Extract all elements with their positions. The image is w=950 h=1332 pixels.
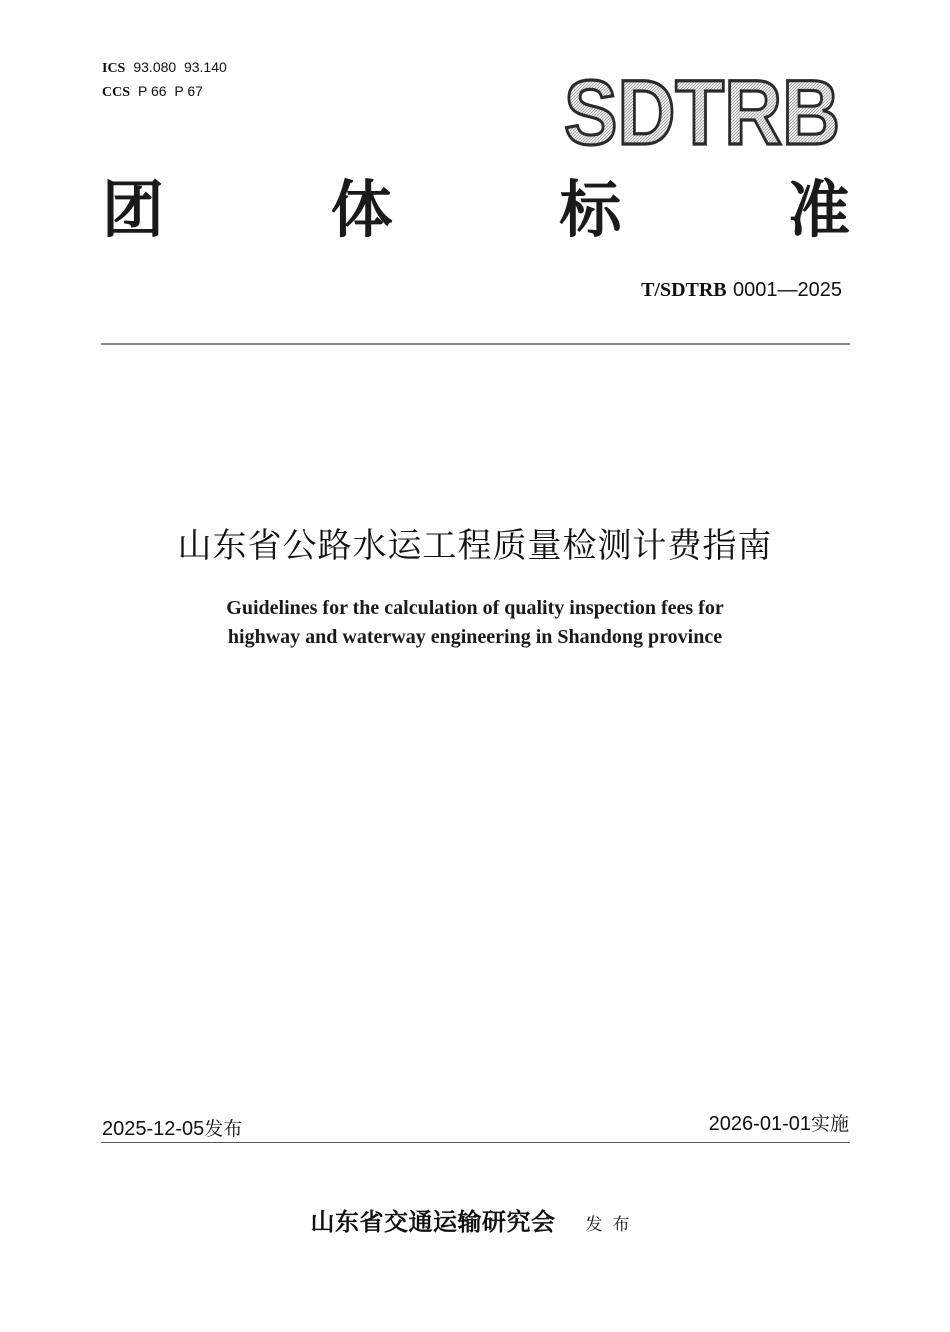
publisher-action: 发布 bbox=[585, 1215, 640, 1235]
title-english-line-1: Guidelines for the calculation of quality inspection fees for bbox=[226, 597, 724, 619]
standard-type-char-3: 标 bbox=[559, 173, 622, 246]
ccs-code bbox=[102, 80, 227, 104]
ccs-value: P 66 P 67 bbox=[138, 83, 203, 99]
sdtrb-logo bbox=[552, 62, 852, 162]
title-english-line-2: highway and waterway engineering in Shandong province bbox=[227, 626, 723, 648]
implementation-date-suffix: 实施 bbox=[810, 1113, 849, 1135]
standard-number bbox=[641, 277, 842, 302]
issue-date-suffix: 发布 bbox=[204, 1118, 243, 1140]
ics-label: ICS bbox=[102, 61, 126, 76]
standard-type-heading bbox=[102, 168, 850, 252]
ics-code bbox=[102, 56, 227, 80]
standard-number-prefix: T/SDTRB bbox=[641, 279, 727, 301]
issue-date-value: 2025-12-05 bbox=[102, 1118, 205, 1140]
classification-codes bbox=[102, 56, 227, 104]
footer-divider bbox=[101, 1142, 850, 1143]
standard-type-char-2: 体 bbox=[330, 173, 393, 246]
title-chinese: 山东省公路水运工程质量检测计费指南 bbox=[177, 526, 773, 566]
implementation-date bbox=[709, 1109, 849, 1136]
ccs-label: CCS bbox=[102, 85, 131, 100]
issue-date bbox=[102, 1114, 242, 1141]
ics-value: 93.080 93.140 bbox=[133, 59, 227, 75]
implementation-date-value: 2026-01-01 bbox=[708, 1113, 811, 1135]
standard-type-char-4: 准 bbox=[787, 173, 850, 246]
logo-text: SDTRB bbox=[564, 62, 840, 162]
header-divider bbox=[101, 343, 850, 345]
publisher bbox=[0, 1202, 950, 1237]
standard-type-char-1: 团 bbox=[102, 173, 165, 246]
title-english bbox=[0, 594, 950, 652]
standard-number-value: 0001—2025 bbox=[733, 279, 842, 301]
publisher-organization: 山东省交通运输研究会 bbox=[310, 1208, 556, 1236]
